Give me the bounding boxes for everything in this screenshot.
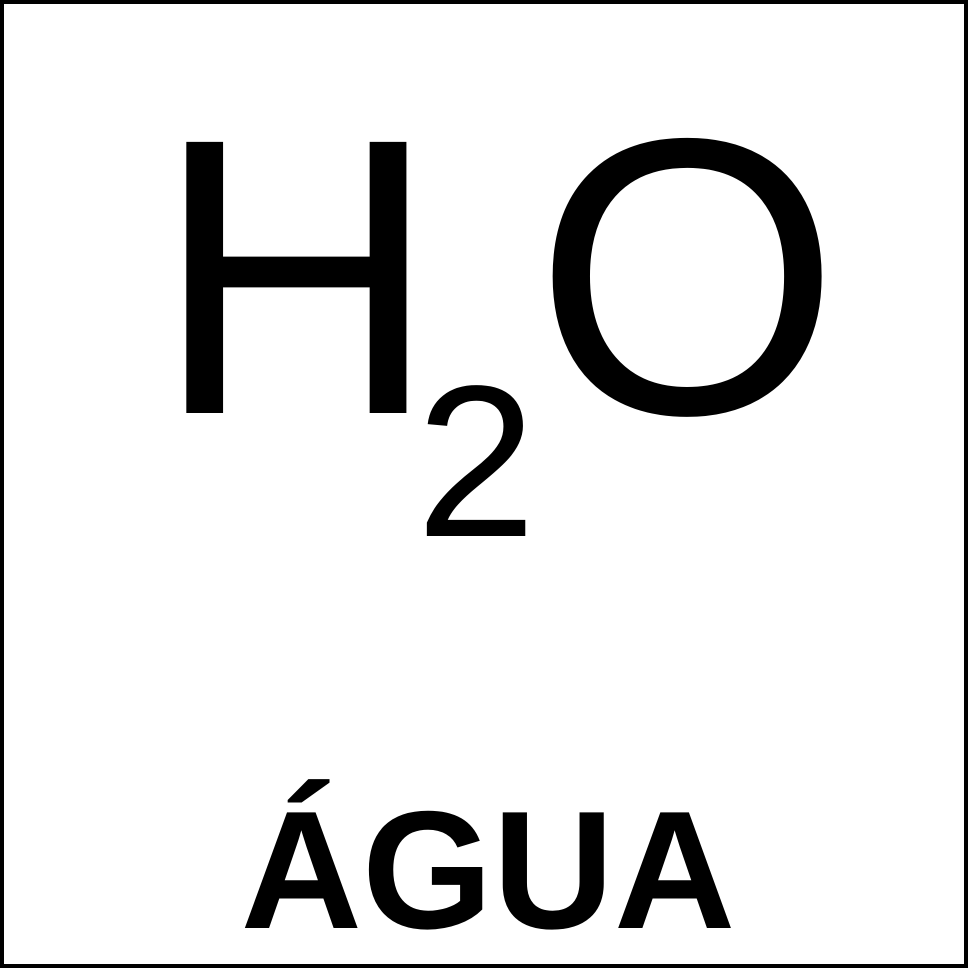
subscript-count: 2 xyxy=(416,340,537,582)
hydrogen-symbol: H xyxy=(154,57,439,497)
compound-name: ÁGUA xyxy=(240,776,736,964)
oxygen-symbol: O xyxy=(534,57,841,497)
